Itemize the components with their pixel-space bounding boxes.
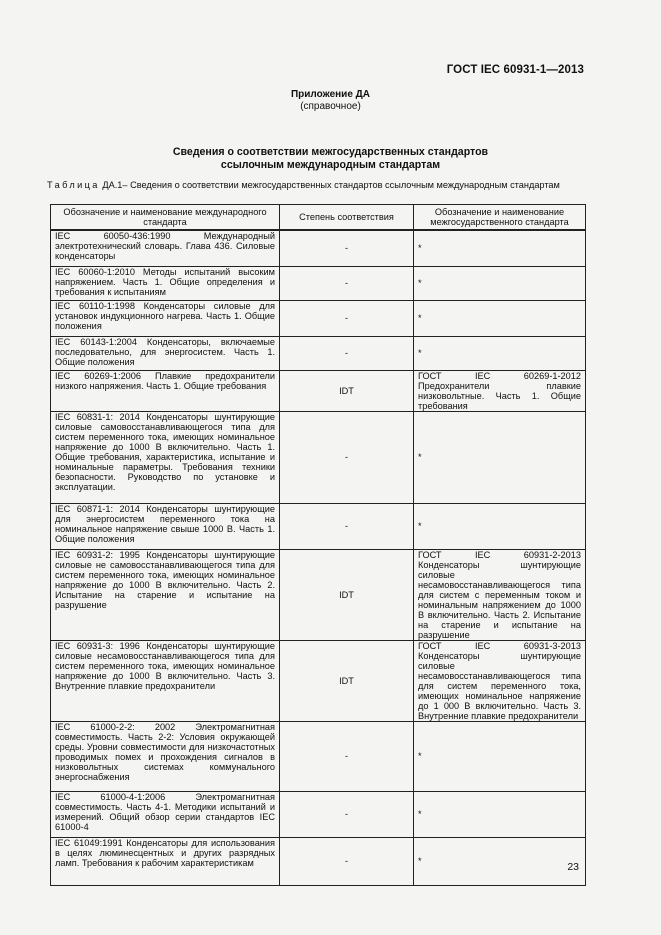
intl-standard-cell: IEC 60871-1: 2014 Конденсаторы шунтирующие для энергосистем переменного тока на номинальное напряжение свыше 1000 В. Часть 1. Общие положения xyxy=(51,503,280,549)
national-standard-cell: * xyxy=(414,266,586,300)
table-row xyxy=(51,411,586,503)
degree-cell: IDT xyxy=(280,370,414,411)
national-standard-cell: * xyxy=(414,837,586,885)
intl-standard-cell: IEC 61049:1991 Конденсаторы для использования в целях люминесцентных и других разрядных ламп. Требования к рабочим характеристикам xyxy=(51,837,280,885)
table-caption-label: Таблица xyxy=(47,180,100,190)
table-caption xyxy=(47,180,585,190)
national-standard-cell: * xyxy=(414,411,586,503)
degree-cell: - xyxy=(280,411,414,503)
table-row xyxy=(51,640,586,721)
section-heading-line-2: ссылочным международным стандартам xyxy=(220,159,441,171)
intl-standard-cell: IEC 60269-1:2006 Плавкие предохранители низкого напряжения. Часть 1. Общие требования xyxy=(51,370,280,411)
intl-standard-cell: IEC 60110-1:1998 Конденсаторы силовые для установок индукционного нагрева. Часть 1. Общие положения xyxy=(51,300,280,336)
table-row xyxy=(51,791,586,837)
intl-standard-cell: IEC 60931-2: 1995 Конденсаторы шунтирующие силовые не самовосстанавливающегося типа для систем переменного тока, имеющих номинальное напряжение до 1000 В включительно. Часть 2. Испытание на старение и испытание на разрушение xyxy=(51,549,280,640)
degree-cell: IDT xyxy=(280,640,414,721)
degree-cell: - xyxy=(280,336,414,370)
degree-cell: - xyxy=(280,721,414,791)
intl-standard-cell: IEC 61000-4-1:2006 Электромагнитная совместимость. Часть 4-1. Методики испытаний и измерений. Общий обзор серии стандартов IEC 61000-4 xyxy=(51,791,280,837)
section-heading-line-1: Сведения о соответствии межгосударственных стандартов xyxy=(172,146,489,158)
table-row xyxy=(51,721,586,791)
table-row xyxy=(51,370,586,411)
degree-cell: - xyxy=(280,837,414,885)
intl-standard-cell: IEC 60050-436:1990 Международный электротехнический словарь. Глава 436. Силовые конденсаторы xyxy=(51,230,280,266)
degree-cell: - xyxy=(280,503,414,549)
table-row xyxy=(51,837,586,885)
intl-standard-cell: IEC 60143-1:2004 Конденсаторы, включаемые последовательно, для энергосистем. Часть 1. Общие положения xyxy=(51,336,280,370)
degree-cell: IDT xyxy=(280,549,414,640)
intl-standard-cell: IEC 60931-3: 1996 Конденсаторы шунтирующие силовые несамовосстанавливающегося типа для систем переменного тока, имеющих номинальное напряжение до 1000 В включительно. Часть 3. Внутренние плавкие предохранители xyxy=(51,640,280,721)
header-national-standard: Обозначение и наименование межгосударственного стандарта xyxy=(414,205,586,231)
degree-cell: - xyxy=(280,230,414,266)
table-row xyxy=(51,266,586,300)
table-row xyxy=(51,336,586,370)
national-standard-cell: * xyxy=(414,503,586,549)
header-degree: Степень соответствия xyxy=(280,205,414,231)
table-row xyxy=(51,300,586,336)
page-number: 23 xyxy=(567,861,579,873)
national-standard-cell: ГОСТ IEC 60931-3-2013 Конденсаторы шунтирующие силовые несамовосстанавливающегося типа для систем переменного тока, имеющих номинальное напряжение до 1 000 В включительно. Часть 3. Внутренние плавкие предохранители xyxy=(414,640,586,721)
table-row xyxy=(51,230,586,266)
degree-cell: - xyxy=(280,266,414,300)
national-standard-cell: * xyxy=(414,721,586,791)
annex-subtitle: (справочное) xyxy=(300,101,361,112)
intl-standard-cell: IEC 61000-2-2: 2002 Электромагнитная совместимость. Часть 2-2: Условия окружающей среды. Уровни совместимости для низкочастотных проводимых помех и прохождения сигналов в низковольтных системах коммунального энергоснабжения xyxy=(51,721,280,791)
intl-standard-cell: IEC 60831-1: 2014 Конденсаторы шунтирующие силовые самовосстанавливающегося типа для систем переменного тока, имеющих номинальное напряжение до 1000 В включительно. Часть 1. Общие требования, характеристика, испытание и номинальные параметры. Требования техники безопасности. Руководство по установке и эксплуатации. xyxy=(51,411,280,503)
document-code: ГОСТ IEC 60931-1—2013 xyxy=(446,64,584,76)
table-caption-text: – Сведения о соответствии межгосударственных стандартов ссылочным международным стандартам xyxy=(122,180,560,190)
standards-table xyxy=(50,204,586,886)
table-caption-number: ДА.1 xyxy=(102,180,123,190)
national-standard-cell: ГОСТ IEC 60269-1-2012 Предохранители плавкие низковольтные. Часть 1. Общие требования xyxy=(414,370,586,411)
intl-standard-cell: IEC 60060-1:2010 Методы испытаний высоким напряжением. Часть 1. Общие определения и требования к испытаниям xyxy=(51,266,280,300)
table-header-row xyxy=(51,205,586,231)
degree-cell: - xyxy=(280,300,414,336)
section-heading xyxy=(0,146,661,172)
table-row xyxy=(51,503,586,549)
national-standard-cell: ГОСТ IEC 60931-2-2013 Конденсаторы шунтирующие силовые несамовосстанавливающегося типа для систем с переменным током и номинальным напряжением до 1000 В включительно. Часть 2. Испытание на старение и испытание на разрушение xyxy=(414,549,586,640)
annex-heading xyxy=(0,89,661,113)
national-standard-cell: * xyxy=(414,300,586,336)
degree-cell: - xyxy=(280,791,414,837)
annex-title: Приложение ДА xyxy=(290,89,371,100)
national-standard-cell: * xyxy=(414,230,586,266)
header-intl-standard: Обозначение и наименование международного стандарта xyxy=(51,205,280,231)
national-standard-cell: * xyxy=(414,791,586,837)
table-row xyxy=(51,549,586,640)
national-standard-cell: * xyxy=(414,336,586,370)
